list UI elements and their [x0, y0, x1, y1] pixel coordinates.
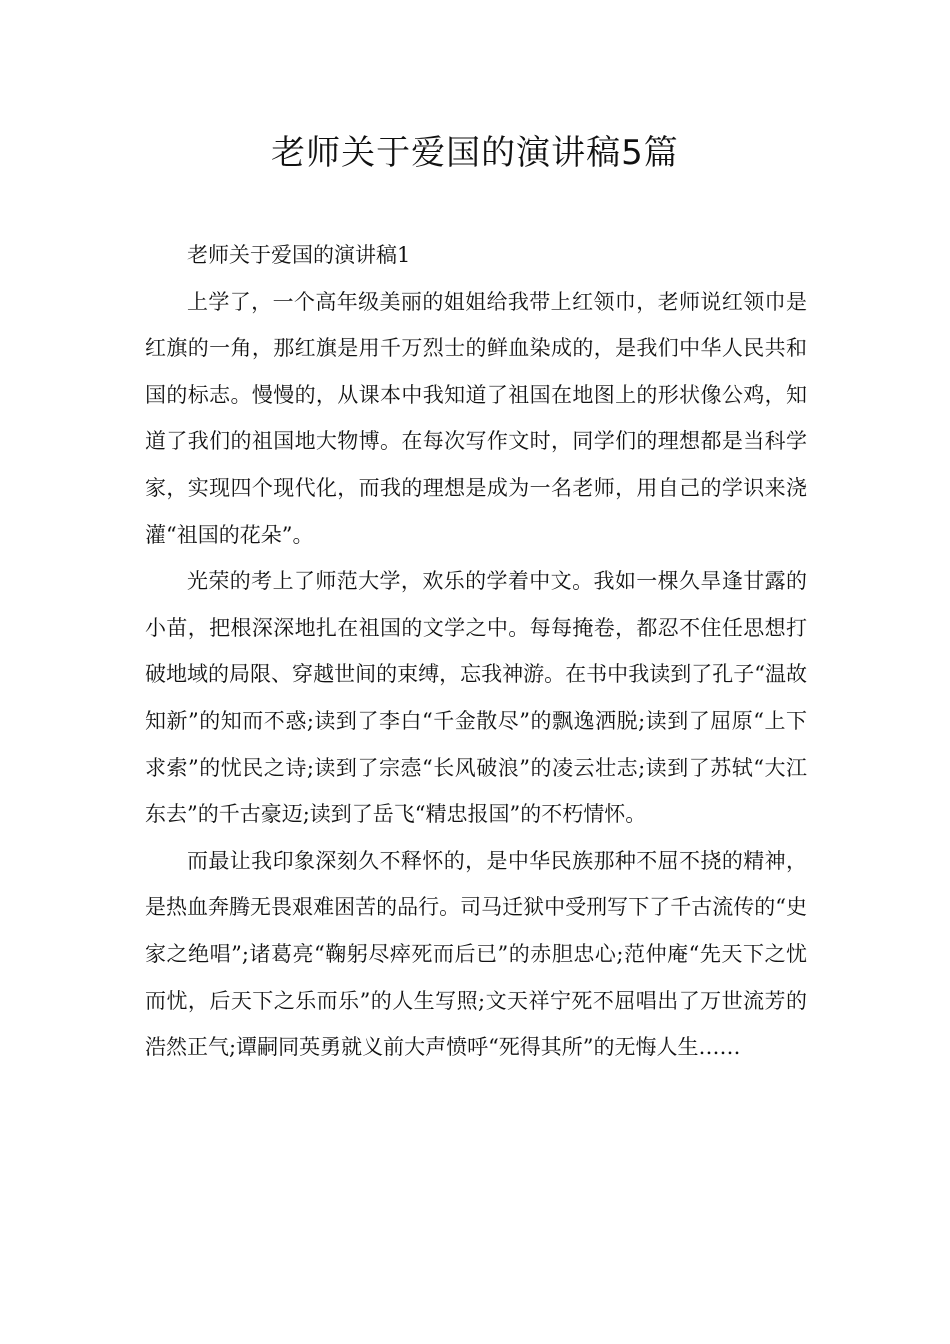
document-title: 老师关于爱国的演讲稿5篇 — [271, 133, 679, 173]
document-body — [145, 232, 807, 1071]
paragraph-3: 而最让我印象深刻久不释怀的，是中华民族那种不屈不挠的精神，是热血奔腾无畏艰难困苦的品行。司马迁狱中受刑写下了千古流传的“史家之绝唱”;诸葛亮“鞠躬尽瘁死而后已”的赤胆忠心;范仲庵“先天下之忧而忧，后天下之乐而乐”的人生写照;文天祥宁死不屈唱出了万世流芳的浩然正气;谭嗣同英勇就义前大声愤呼“死得其所”的无悔人生…… — [145, 848, 807, 1060]
paragraph-2: 光荣的考上了师范大学，欢乐的学着中文。我如一棵久旱逢甘露的小苗，把根深深地扎在祖国的文学之中。每每掩卷，都忍不住任思想打破地域的局限、穿越世间的束缚，忘我神游。在书中我读到了孔子“温故知新”的知而不惑;读到了李白“千金散尽”的飘逸洒脱;读到了屈原“上下求索”的忧民之诗;读到了宗悫“长风破浪”的凌云壮志;读到了苏轼“大江东去”的千古豪迈;读到了岳飞“精忠报国”的不朽情怀。 — [145, 569, 807, 827]
paragraph-1: 上学了，一个高年级美丽的姐姐给我带上红领巾，老师说红领巾是红旗的一角，那红旗是用千万烈士的鲜血染成的，是我们中华人民共和国的标志。慢慢的，从课本中我知道了祖国在地图上的形状像公鸡，知道了我们的祖国地大物博。在每次写作文时，同学们的理想都是当科学家，实现四个现代化，而我的理想是成为一名老师，用自己的学识来浇灌“祖国的花朵”。 — [145, 289, 807, 547]
section-heading: 老师关于爱国的演讲稿1 — [187, 243, 411, 267]
